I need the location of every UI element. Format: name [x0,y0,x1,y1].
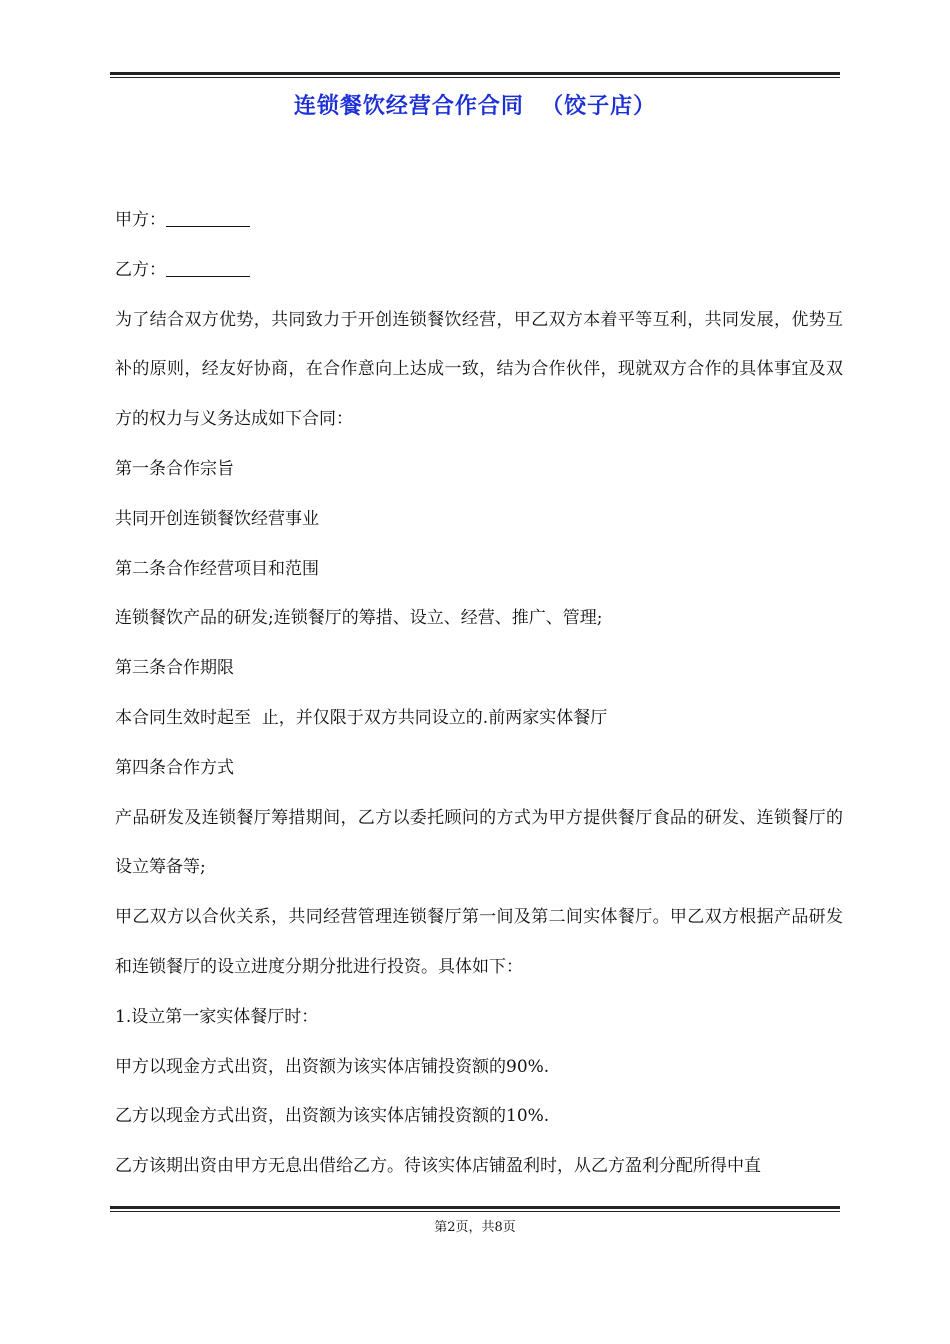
page-number: 第2页，共8页 [434,1220,516,1235]
article-heading-2: 第二条合作经营项目和范围 [115,558,319,579]
party-a-label: 甲方： [115,210,166,230]
header-rule-thick [110,72,840,75]
header-rule-thin [110,77,840,78]
paragraph-article-4-b: 甲乙双方以合伙关系，共同经营管理连锁餐厅第一间及第二间实体餐厅。甲乙双方根据产品研发和连锁餐厅的设立进度分期分批进行投资。具体如下： [115,907,843,977]
paragraph-article-3: 本合同生效时起至 止，并仅限于双方共同设立的.前两家实体餐厅 [115,707,608,728]
paragraph-article-4-a: 产品研发及连锁餐厅筹措期间，乙方以委托顾问的方式为甲方提供餐厅食品的研发、连锁餐厅的设立筹备等; [115,807,843,878]
footer-rule-thick [110,1206,840,1209]
paragraph-article-2: 连锁餐饮产品的研发;连锁餐厅的筹措、设立、经营、推广、管理; [115,608,603,629]
footer-rule-thin [110,1211,840,1212]
party-b-label: 乙方： [115,259,166,280]
article-heading-1: 第一条合作宗旨 [115,458,234,479]
party-a-line [115,196,843,246]
document-title: 连锁餐饮经营合作合同 （饺子店） [293,94,657,119]
party-a-blank [166,207,250,227]
paragraph-article-1: 共同开创连锁餐饮经营事业 [115,508,319,529]
paragraph-preamble: 为了结合双方优势，共同致力于开创连锁餐饮经营，甲乙双方本着平等互利，共同发展，优势互补的原则，经友好协商，在合作意向上达成一致，结为合作伙伴，现就双方合作的具体事宜及双方的权力与义务达成如下合同： [115,309,843,430]
paragraph-party-a-contribution: 甲方以现金方式出资，出资额为该实体店铺投资额的90%. [115,1056,550,1077]
list-item-1: 1.设立第一家实体餐厅时： [115,1006,319,1027]
party-b-line [115,246,843,296]
party-b-blank [166,257,250,277]
paragraph-party-b-loan: 乙方该期出资由甲方无息出借给乙方。待该实体店铺盈利时，从乙方盈利分配所得中直 [115,1156,761,1177]
article-heading-4: 第四条合作方式 [115,757,234,778]
paragraph-party-b-contribution: 乙方以现金方式出资，出资额为该实体店铺投资额的10%. [115,1106,550,1127]
document-body [115,196,843,1192]
article-heading-3: 第三条合作期限 [115,658,234,679]
